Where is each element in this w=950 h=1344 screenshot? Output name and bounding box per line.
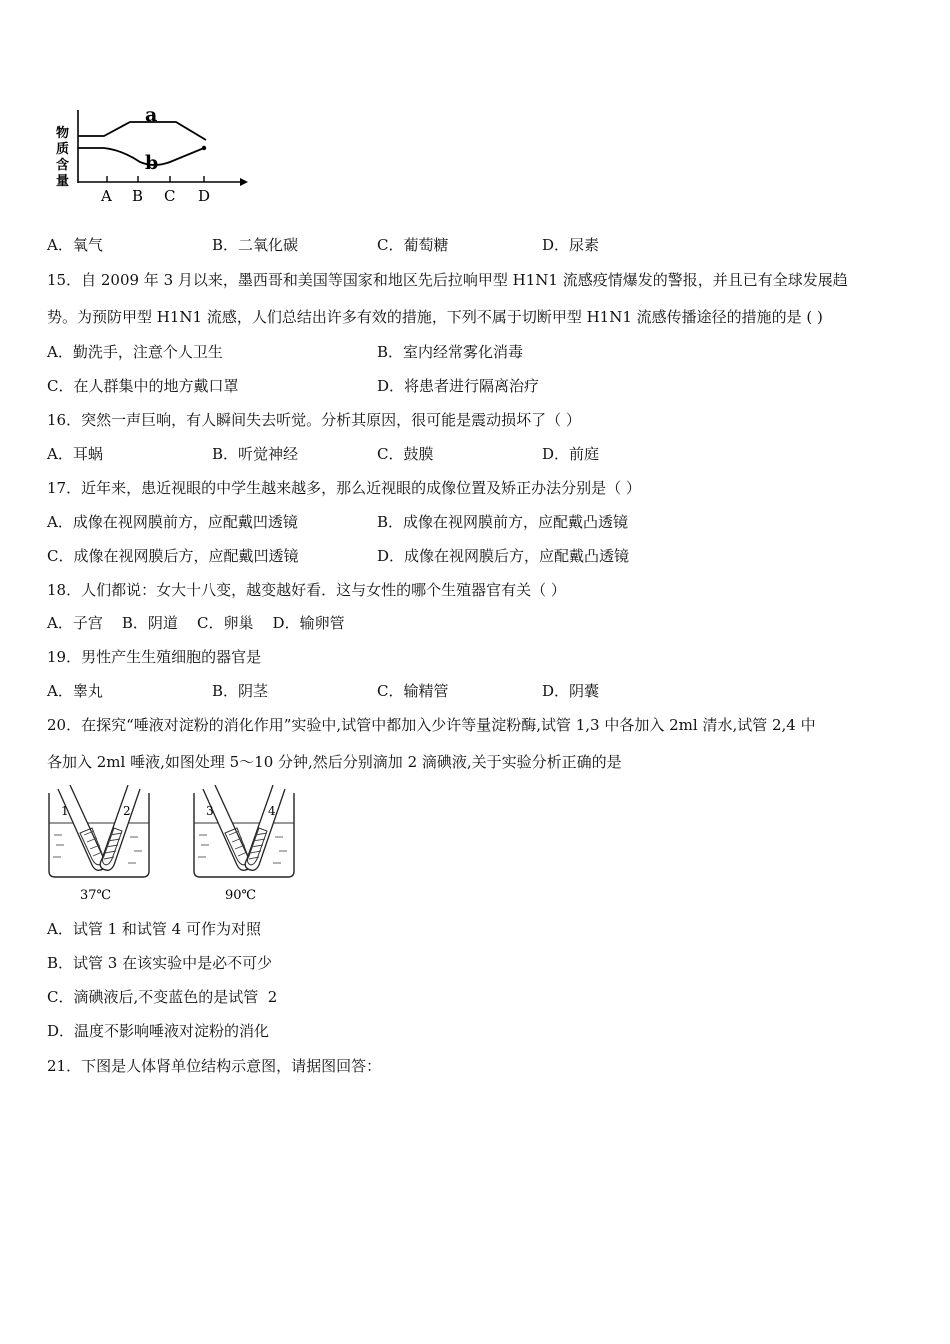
- q20-option-b: B．试管 3 在该实验中是必不可少: [47, 954, 273, 972]
- q19-option-b: B．阴茎: [212, 682, 269, 700]
- q14-option-b: B．二氧化碳: [212, 236, 299, 254]
- q17-stem: 17．近年来，患近视眼的中学生越来越多，那么近视眼的成像位置及矫正办法分别是（ ）: [47, 479, 641, 497]
- curve-a: [78, 122, 206, 140]
- q17-option-a: A．成像在视网膜前方，应配戴凹透镜: [47, 513, 298, 531]
- q16-option-a: A．耳蜗: [47, 445, 103, 463]
- curve-b-end-dot: [202, 146, 206, 150]
- q15-option-c: C．在人群集中的地方戴口罩: [47, 377, 239, 395]
- q19-option-d: D．阴囊: [542, 682, 600, 700]
- tube-label-3: 3: [206, 804, 214, 818]
- x-axis-arrow: [240, 178, 248, 186]
- q16-option-d: D．前庭: [542, 445, 600, 463]
- q20-option-c: C．滴碘液后,不变蓝色的是试管 2: [47, 988, 278, 1006]
- q15-stem-line1: 15．自 2009 年 3 月以来，墨西哥和美国等国家和地区先后拉响甲型 H1N1 流感疫情爆发的警报，并且已有全球发展趋: [47, 271, 848, 289]
- q20-stem-line1: 20．在探究“唾液对淀粉的消化作用”实验中,试管中都加入少许等量淀粉酶,试管 1,3 中各加入 2ml 清水,试管 2,4 中: [47, 716, 816, 734]
- test-tube-3: [203, 785, 251, 870]
- substance-content-graph: [44, 100, 254, 212]
- y-label-char: 含: [56, 158, 70, 173]
- test-tube-1: [58, 785, 106, 870]
- q21-stem: 21．下图是人体肾单位结构示意图，请据图回答：: [47, 1057, 382, 1075]
- y-axis-label: [56, 125, 69, 189]
- q17-option-d: D．成像在视网膜后方，应配戴凸透镜: [377, 547, 630, 565]
- curve-a-label: a: [145, 104, 158, 126]
- q19-option-c: C．输精管: [377, 682, 449, 700]
- q15-option-d: D．将患者进行隔离治疗: [377, 377, 540, 395]
- q16-option-b: B．听觉神经: [212, 445, 299, 463]
- q19-option-a: A．睾丸: [47, 682, 103, 700]
- beaker-37c-figure: [44, 785, 154, 907]
- q15-option-a: A．勤洗手，注意个人卫生: [47, 343, 223, 361]
- q15-option-b: B．室内经常雾化消毒: [377, 343, 524, 361]
- tube-label-4: 4: [268, 804, 276, 818]
- q14-option-d: D．尿素: [542, 236, 600, 254]
- beaker-37c-temp: 37℃: [80, 888, 112, 903]
- tick-label-a: A: [101, 187, 112, 205]
- y-label-char: 量: [56, 174, 70, 189]
- x-ticks: [107, 176, 204, 182]
- x-tick-labels: [100, 187, 210, 205]
- y-label-char: 物: [56, 126, 70, 141]
- curve-b: [78, 148, 204, 165]
- q20-stem-line2: 各加入 2ml 唾液,如图处理 5～10 分钟,然后分别滴加 2 滴碘液,关于实验分析正确的是: [47, 753, 622, 771]
- tick-label-b: B: [132, 187, 144, 205]
- q16-stem: 16．突然一声巨响，有人瞬间失去听觉。分析其原因，很可能是震动损坏了（ ）: [47, 411, 581, 429]
- q18-options: A．子宫 B．阴道 C．卵巢 D．输卵管: [47, 614, 345, 632]
- q17-option-b: B．成像在视网膜前方，应配戴凸透镜: [377, 513, 629, 531]
- q15-stem-line2: 势。为预防甲型 H1N1 流感，人们总结出许多有效的措施，下列不属于切断甲型 H1N1 流感传播途径的措施的是 ( ): [47, 308, 823, 326]
- tick-label-c: C: [164, 187, 176, 205]
- q14-option-c: C．葡萄糖: [377, 236, 449, 254]
- q17-option-c: C．成像在视网膜后方，应配戴凹透镜: [47, 547, 299, 565]
- q18-stem: 18．人们都说：女大十八变，越变越好看．这与女性的哪个生殖器官有关（ ）: [47, 581, 566, 599]
- beaker-90c-temp: 90℃: [225, 888, 257, 903]
- beaker-90c-figure: [189, 785, 299, 907]
- q20-option-d: D．温度不影响唾液对淀粉的消化: [47, 1022, 270, 1040]
- q19-stem: 19．男性产生生殖细胞的器官是: [47, 648, 262, 666]
- q20-option-a: A．试管 1 和试管 4 可作为对照: [47, 920, 261, 938]
- tick-label-d: D: [198, 187, 211, 205]
- curve-b-label: b: [145, 152, 159, 174]
- tube-label-1: 1: [61, 804, 69, 818]
- q16-option-c: C．鼓膜: [377, 445, 434, 463]
- tube-label-2: 2: [123, 804, 131, 818]
- q14-option-a: A．氧气: [47, 236, 103, 254]
- y-label-char: 质: [56, 142, 70, 157]
